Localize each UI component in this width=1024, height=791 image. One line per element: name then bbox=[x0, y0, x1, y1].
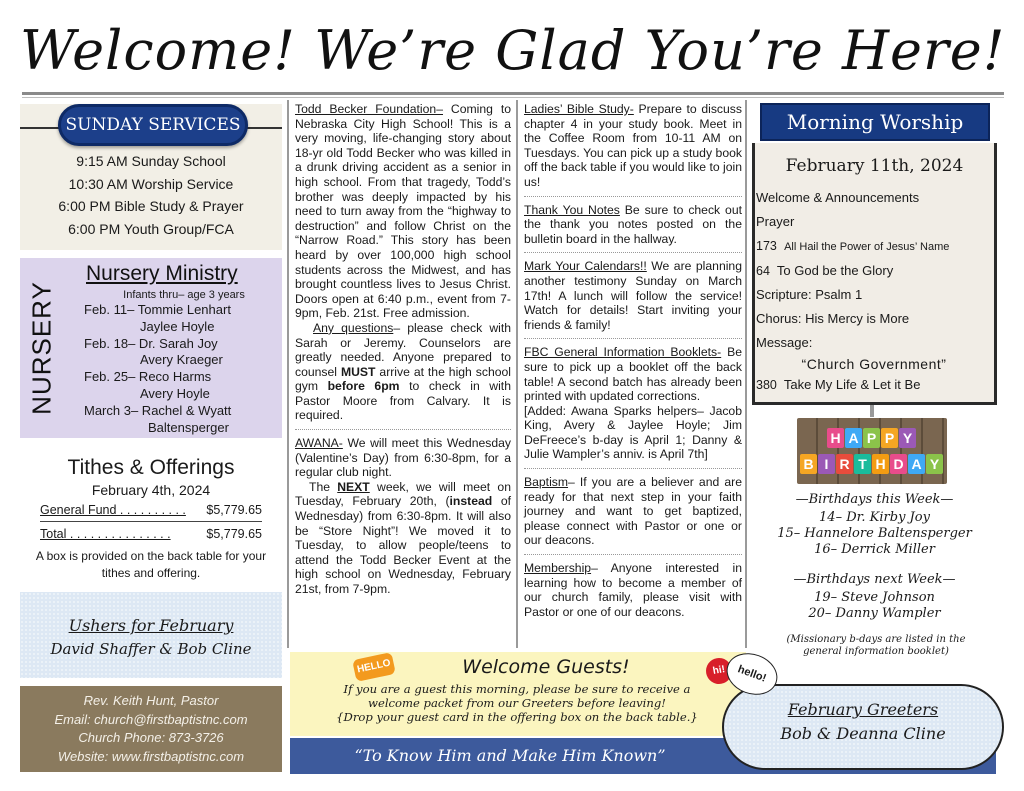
tithe-label: Total . . . . . . . . . . . . . . . bbox=[40, 527, 171, 541]
birthday-letter: R bbox=[836, 454, 853, 474]
questions-item bbox=[295, 321, 511, 423]
item-separator bbox=[524, 196, 742, 197]
motto-text: “To Know Him and Make Him Known” bbox=[354, 746, 666, 765]
next-week-item bbox=[295, 480, 511, 597]
item-separator bbox=[524, 338, 742, 339]
happy-letter: P bbox=[863, 428, 880, 448]
guests-line: welcome packet from our Greeters before leaving! bbox=[368, 696, 666, 710]
item-separator bbox=[524, 554, 742, 555]
birthday-letter: H bbox=[872, 454, 889, 474]
greeters-names: Bob & Deanna Cline bbox=[780, 724, 946, 743]
item-heading: FBC General Information Booklets- bbox=[524, 345, 722, 360]
pastor-name: Rev. Keith Hunt, Pastor bbox=[83, 693, 219, 708]
item-heading: AWANA- bbox=[295, 436, 343, 451]
item-text: – If you are a believer and are ready for that next step in your faith journey and want to get baptized, please connect with Pastor or one or our deacons. bbox=[524, 475, 742, 548]
header-rule-thin bbox=[22, 97, 1004, 98]
tithes-table bbox=[40, 500, 262, 544]
awana-item bbox=[295, 436, 511, 480]
birthday-entry: 20– Danny Wampler bbox=[808, 606, 941, 621]
item-text: of Wednesday) from 6:30-8pm. It will also be “Store Night”! We moved it to Tuesday, to allow people/teens to attend the Todd Becker Event at the high school on Wednesday, February 21st, from 7-9pm. bbox=[295, 494, 511, 596]
header-rule bbox=[22, 92, 1004, 95]
calendar-item bbox=[524, 259, 742, 332]
baptism-item bbox=[524, 475, 742, 548]
tithe-rule bbox=[40, 521, 262, 522]
birthday-letter: T bbox=[854, 454, 871, 474]
tithe-label: General Fund . . . . . . . . . . bbox=[40, 503, 186, 517]
worship-order bbox=[756, 186, 992, 397]
item-text: Be sure to check out the thank you notes posted on the bulletin board in the hallway. bbox=[524, 202, 743, 246]
booklets-item bbox=[524, 345, 742, 403]
ladies-bible-study-item bbox=[524, 102, 742, 190]
nursery-title: Nursery Ministry bbox=[86, 262, 238, 285]
worship-item-text: Prayer bbox=[756, 214, 795, 229]
item-text: We will meet this Wednesday (Valentine’s Day) from 6:30-8pm, for a regular club night. bbox=[295, 436, 511, 480]
guests-text bbox=[302, 682, 732, 724]
item-heading: Mark Your Calendars!! bbox=[524, 259, 647, 274]
nursery-vertical-label bbox=[22, 258, 62, 438]
item-text: The bbox=[309, 479, 338, 494]
church-phone: Church Phone: 873-3726 bbox=[78, 730, 224, 745]
ushers-names: David Shaffer & Bob Cline bbox=[50, 640, 252, 658]
birthdays-next-title: —Birthdays next Week— bbox=[793, 572, 956, 587]
service-item: 6:00 PM Bible Study & Prayer bbox=[58, 198, 244, 214]
birthday-entry: 16– Derrick Miller bbox=[814, 542, 935, 557]
worship-item-text: Welcome & Announcements bbox=[756, 190, 920, 205]
service-item: 6:00 PM Youth Group/FCA bbox=[68, 220, 234, 237]
membership-item bbox=[524, 561, 742, 619]
wood-plank bbox=[923, 418, 944, 484]
worship-item-text: Scripture: Psalm 1 bbox=[756, 287, 863, 302]
services-list bbox=[20, 150, 282, 240]
birthday-letter: A bbox=[908, 454, 925, 474]
item-heading: Baptism bbox=[524, 475, 569, 490]
hi-speech-icon: hi! bbox=[704, 656, 734, 686]
birthdays-note: (Missionary b-days are listed in the general information booklet) bbox=[786, 634, 966, 657]
birthday-letter: D bbox=[890, 454, 907, 474]
hello-badge-icon: HELLO bbox=[352, 652, 396, 682]
birthday-entry: 15– Hannelore Baltensperger bbox=[777, 526, 972, 541]
item-emphasis: instead bbox=[449, 494, 493, 509]
nursery-schedule bbox=[84, 302, 280, 436]
happy-letter: A bbox=[845, 428, 862, 448]
hymn-number: 64 bbox=[756, 264, 770, 278]
item-text: Prepare to discuss chapter 4 in your study book. Meet in the Coffee Room from 10-11 AM on Tuesdays. You can pick up a study book off the back table if you would like to join us! bbox=[524, 102, 742, 189]
worship-item bbox=[756, 234, 992, 259]
item-text: arrive at the high school gym bbox=[295, 364, 511, 394]
birthday-entry: 19– Steve Johnson bbox=[814, 590, 935, 605]
birthday-entry: 14– Dr. Kirby Joy bbox=[819, 510, 930, 525]
nursery-line: Avery Kraeger bbox=[140, 352, 223, 368]
guests-title: Welcome Guests! bbox=[462, 656, 630, 678]
hymn-number: 173 bbox=[756, 239, 777, 253]
happy-letter: H bbox=[827, 428, 844, 448]
birthday-letter: Y bbox=[926, 454, 943, 474]
happy-letter: P bbox=[881, 428, 898, 448]
tithe-row-general bbox=[40, 500, 262, 520]
column-divider bbox=[287, 100, 289, 648]
tithes-title: Tithes & Offerings bbox=[67, 456, 235, 479]
nursery-line: Feb. 18– Dr. Sarah Joy bbox=[84, 335, 218, 351]
services-title: SUNDAY SERVICES bbox=[58, 104, 248, 146]
connector-post bbox=[870, 405, 874, 417]
item-text: We are planning another testimony Sunday on March 17th! A lunch will follow the service! Watch for details! Start inviting your friends & family! bbox=[524, 259, 742, 332]
item-text: to check in with Pastor Moore from Calvary. It is required. bbox=[295, 379, 511, 423]
tithe-value: $5,779.65 bbox=[206, 503, 262, 517]
item-text: Be sure to pick up a booklet off the back table! A second batch has already been printed with updated corrections. bbox=[524, 345, 742, 404]
item-emphasis: NEXT bbox=[337, 479, 370, 494]
pastor-contact bbox=[20, 692, 282, 766]
page-title: Welcome! We’re Glad You’re Here! bbox=[20, 19, 1006, 82]
nursery-subtitle: Infants thru– age 3 years bbox=[123, 289, 245, 301]
announcements-column-2 bbox=[524, 102, 742, 619]
hymn-title: To God be the Glory bbox=[776, 263, 894, 278]
item-heading: Todd Becker Foundation– bbox=[295, 102, 443, 116]
worship-item bbox=[756, 186, 992, 210]
hymn-title: All Hail the Power of Jesus’ Name bbox=[784, 241, 950, 253]
nursery-line: Feb. 25– Reco Harms bbox=[84, 369, 212, 385]
item-text: – please check with Sarah or Jeremy. Counselors are greatly needed. Anyone prepared to counsel bbox=[295, 320, 511, 379]
item-text: Coming to Nebraska City High School! This is a very moving, life-changing story about 18-yr old Todd Becker who was killed in a drunk driving accident as a senior in high school. From that tragedy, Todd’s brother was deeply impacted by his need to turn away from the “highway to destruction” and follow Christ on the “Narrow Road.” This story has been heard by over 100,000 high school students across the Midwest, and has brought countless lives to Jesus Christ. Doors open at 6:40 p.m., event from 7-9pm, Feb. 21st. Free admission. bbox=[295, 102, 511, 321]
guests-line: {Drop your guest card in the offering box on the back table.} bbox=[336, 710, 698, 724]
item-text: – Anyone interested in learning how to become a member of our church family, please visit with Pastor or one of our deacons. bbox=[524, 561, 742, 619]
nursery-line: March 3– Rachel & Wyatt bbox=[84, 402, 232, 418]
birthdays-next-list bbox=[752, 590, 997, 622]
birthday-letter: B bbox=[800, 454, 817, 474]
ushers-title: Ushers for February bbox=[68, 616, 234, 635]
item-separator bbox=[524, 468, 742, 469]
wood-plank bbox=[797, 418, 818, 484]
birthday-letter: I bbox=[818, 454, 835, 474]
item-heading: Membership bbox=[524, 561, 592, 576]
item-emphasis: MUST bbox=[340, 364, 376, 379]
tithe-value: $5,779.65 bbox=[206, 527, 262, 541]
worship-date: February 11th, 2024 bbox=[785, 156, 964, 176]
tithe-row-total bbox=[40, 524, 262, 544]
worship-title: Morning Worship bbox=[760, 103, 990, 141]
ushers-panel bbox=[20, 592, 282, 678]
guests-line: If you are a guest this morning, please be sure to receive a bbox=[343, 682, 691, 696]
item-heading: Ladies’ Bible Study- bbox=[524, 102, 634, 116]
nursery-line: Baltensperger bbox=[148, 419, 229, 435]
worship-item bbox=[756, 307, 992, 331]
item-emphasis: before 6pm bbox=[327, 379, 400, 394]
worship-item bbox=[756, 283, 992, 307]
item-separator bbox=[524, 252, 742, 253]
nursery-line: Avery Hoyle bbox=[140, 385, 210, 401]
greeters-title: February Greeters bbox=[787, 700, 939, 719]
hello-speech-icon: hello! bbox=[721, 646, 784, 701]
item-separator bbox=[295, 429, 511, 430]
birthdays-week-title: —Birthdays this Week— bbox=[795, 492, 954, 507]
hymn-number: 380 bbox=[756, 378, 777, 392]
todd-becker-item bbox=[295, 102, 511, 321]
item-heading: Any questions bbox=[313, 320, 394, 335]
worship-item bbox=[756, 331, 992, 355]
church-website: Website: www.firstbaptistnc.com bbox=[57, 748, 245, 764]
booklets-addendum: [Added: Awana Sparks helpers– Jacob King, Avery & Jaylee Hoyle; Jim DeFreece’s b-day is April 1; Danny & Julie Wampler’s anniv. is April 7th] bbox=[524, 403, 742, 462]
item-text: week, we will meet on Tuesday, February 20th, ( bbox=[295, 479, 511, 509]
worship-item bbox=[756, 259, 992, 283]
service-item: 10:30 AM Worship Service bbox=[68, 175, 234, 192]
worship-item bbox=[756, 373, 992, 397]
worship-item bbox=[756, 210, 992, 234]
hymn-title: Take My Life & Let it Be bbox=[783, 377, 921, 392]
birthdays-week-list bbox=[752, 510, 997, 558]
message-title: “Church Government” bbox=[801, 356, 947, 372]
service-item: 9:15 AM Sunday School bbox=[76, 153, 226, 169]
tithes-date: February 4th, 2024 bbox=[91, 482, 211, 498]
nursery-line: Feb. 11– Tommie Lenhart bbox=[84, 302, 231, 317]
happy-birthday-image bbox=[797, 418, 947, 484]
happy-letter: Y bbox=[899, 428, 916, 448]
worship-item-text: Message: bbox=[756, 335, 813, 350]
item-heading: Thank You Notes bbox=[524, 202, 620, 217]
thank-you-notes-item bbox=[524, 203, 742, 247]
worship-item-text: Chorus: His Mercy is More bbox=[756, 311, 910, 326]
announcements-column-1 bbox=[295, 102, 511, 597]
pastor-email: Email: church@firstbaptistnc.com bbox=[54, 711, 248, 727]
tithes-note: A box is provided on the back table for your tithes and offering. bbox=[35, 549, 267, 580]
column-divider bbox=[516, 100, 518, 648]
nursery-vertical-text: NURSERY bbox=[26, 281, 57, 415]
column-divider bbox=[745, 100, 747, 648]
nursery-line: Jaylee Hoyle bbox=[140, 318, 215, 334]
